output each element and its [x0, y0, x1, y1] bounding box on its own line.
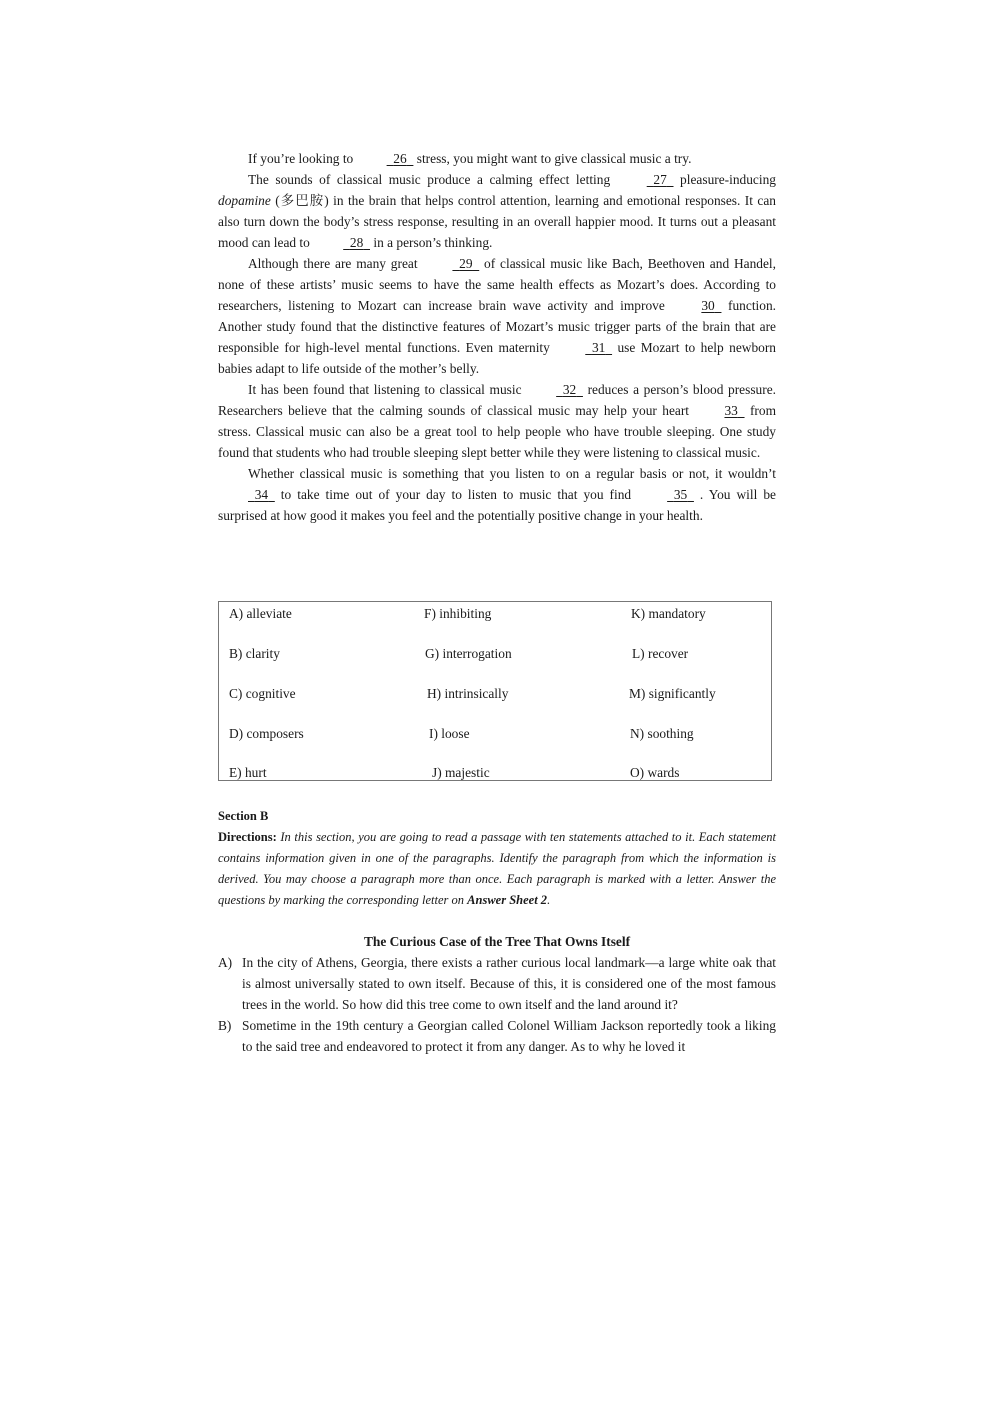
option-o: O) wards [630, 765, 680, 780]
section-b-heading: Section B [218, 809, 269, 823]
text: It has been found that listening to classical music [248, 382, 527, 397]
paragraph-5 [218, 463, 776, 526]
blank-27[interactable]: 27 [653, 172, 667, 187]
period: . [547, 893, 551, 907]
option-f: F) inhibiting [424, 606, 492, 621]
paragraph-3 [218, 253, 776, 379]
text: reduces a person’s blood pressure. Researchers believe that the calming sounds of classical music may help your heart [218, 382, 776, 418]
text: function. Another study found that the distinctive features of Mozart’s music trigger parts of the brain that are responsible for high-level mental functions. Even maternity [218, 298, 776, 355]
option-h: H) intrinsically [427, 686, 509, 701]
paragraph-label: B) [218, 1018, 232, 1033]
blank-33[interactable]: 33 [724, 403, 738, 418]
option-c: C) cognitive [229, 686, 296, 701]
paragraph-text: In the city of Athens, Georgia, there exists a rather curious local landmark—a large white oak that is almost universally stated to own itself. Because of this, it is considered one of the most famous trees in the world. So how did this tree come to own itself and the land around it? [242, 955, 776, 1012]
text: If you’re looking to [248, 151, 357, 166]
blank-31[interactable]: 31 [591, 340, 606, 355]
directions-label: Directions: [218, 830, 277, 844]
text: to take time out of your day to listen to music that you find [274, 487, 638, 502]
paragraph-a [218, 952, 776, 1015]
option-n: N) soothing [630, 726, 694, 741]
option-a: A) alleviate [229, 606, 292, 621]
option-b: B) clarity [229, 646, 280, 661]
option-d: D) composers [229, 726, 304, 741]
blank-35[interactable]: 35 [673, 487, 688, 502]
blank-28[interactable]: 28 [349, 235, 364, 250]
paragraph-2 [218, 169, 776, 253]
text: use Mozart to help newborn babies adapt to life outside of the mother’s belly. [218, 340, 776, 376]
paragraph-b [218, 1015, 776, 1057]
blank-32[interactable]: 32 [562, 382, 577, 397]
paragraph-label: A) [218, 955, 233, 970]
paragraph-1 [218, 148, 776, 169]
directions-text: In this section, you are going to read a passage with ten statements attached to it. Each statement contains information given in one of the paragraphs. Identify the paragraph from which the information is derived. You may choose a paragraph more than once. Each paragraph is marked with a letter. Answer the questions by marking the corresponding letter on [218, 830, 776, 907]
text: of classical music like Bach, Beethoven and Handel, none of these artists’ music seems to have the same health effects as Mozart’s does. According to researchers, listening to Mozart can increase brain wave activity and improve [218, 256, 776, 313]
option-e: E) hurt [229, 765, 267, 780]
section-b [218, 806, 776, 1057]
text: Whether classical music is something that you listen to on a regular basis or not, it wouldn’t [248, 466, 776, 481]
dopamine-term: dopamine [218, 193, 271, 208]
directions [218, 827, 776, 911]
paragraph-text: Sometime in the 19th century a Georgian called Colonel William Jackson reportedly took a liking to the said tree and endeavored to protect it from any danger. As to why he loved it [242, 1018, 776, 1054]
section-a-passage [218, 148, 776, 526]
text: The sounds of classical music produce a calming effect letting [248, 172, 617, 187]
blank-30[interactable]: 30 [701, 298, 715, 313]
option-l: L) recover [632, 646, 689, 661]
text: from stress. Classical music can also be a great tool to help people who have trouble sleeping. One study found that students who had trouble sleeping slept better while they were listening to classical music. [218, 403, 776, 460]
option-j: J) majestic [432, 765, 490, 780]
option-k: K) mandatory [631, 606, 706, 621]
option-i: I) loose [429, 726, 470, 741]
passage-title: The Curious Case of the Tree That Owns Itself [363, 934, 631, 949]
option-g: G) interrogation [425, 646, 512, 661]
blank-26[interactable]: 26 [393, 151, 407, 166]
answer-sheet-ref: Answer Sheet 2 [467, 893, 548, 907]
option-m: M) significantly [629, 686, 716, 701]
text: (多巴胺) in the brain that helps control attention, learning and emotional responses. It can also turn down the body’s stress response, resulting in an overall happier mood. It turns out a pleasant mood can lead to [218, 193, 776, 250]
text: in a person’s thinking. [370, 235, 493, 250]
text: . You will be surprised at how good it makes you feel and the potentially positive change in your health. [218, 487, 776, 523]
word-bank-table [218, 601, 772, 781]
blank-29[interactable]: 29 [459, 256, 473, 271]
text: stress, you might want to give classical music a try. [413, 151, 692, 166]
text: pleasure-inducing [673, 172, 776, 187]
blank-34[interactable]: 34 [254, 487, 269, 502]
paragraph-4 [218, 379, 776, 463]
text: Although there are many great [248, 256, 423, 271]
